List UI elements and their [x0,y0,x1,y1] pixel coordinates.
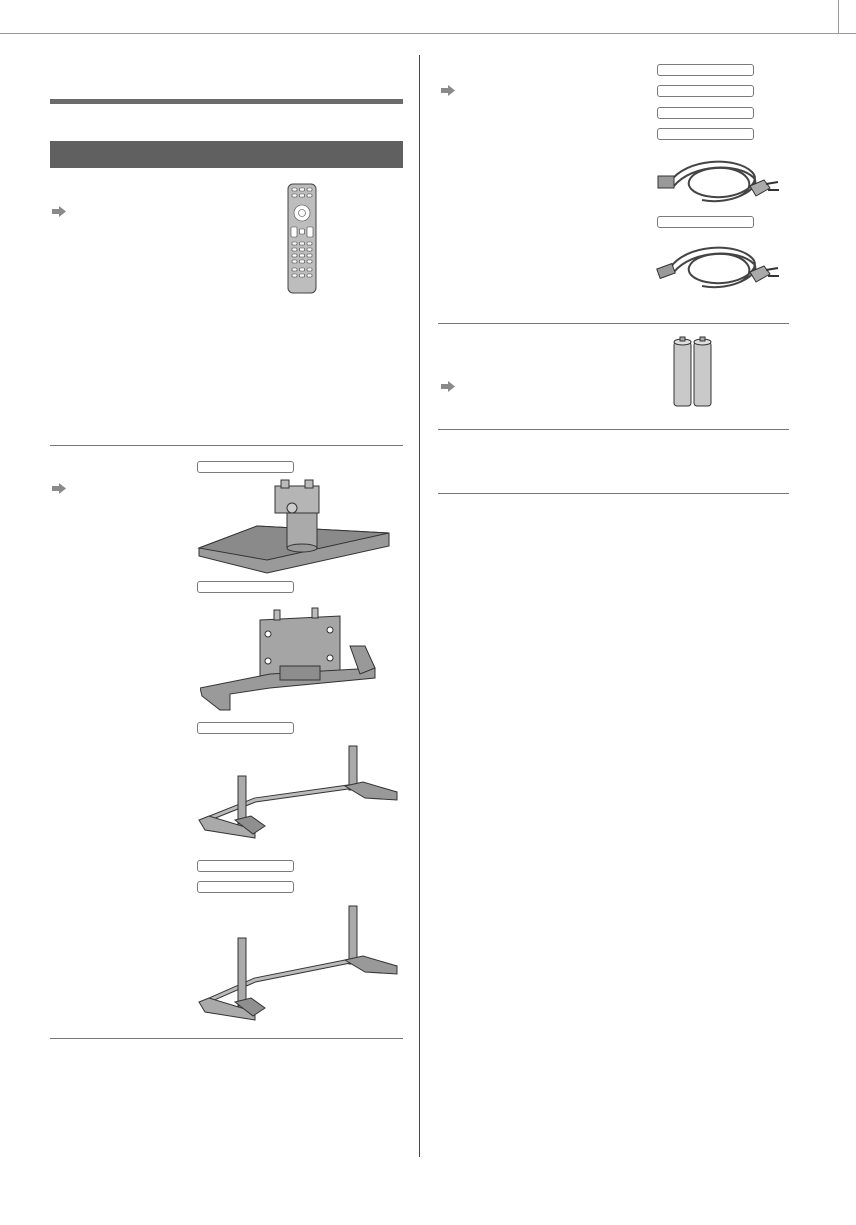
model-label-box [657,216,754,228]
divider-line [438,323,789,324]
model-label-box [657,85,754,97]
model-label-box [197,860,294,872]
arrow-right-icon [441,381,456,392]
section-heading-bar [50,141,403,168]
column-divider [419,55,420,1157]
stand-icon [195,904,401,1024]
model-label-box [197,881,294,893]
arrow-right-icon [52,483,67,494]
model-label-box [657,107,754,119]
model-label-box [657,64,754,76]
model-label-box [197,461,294,473]
model-label-box [197,722,294,734]
divider-line [50,445,403,446]
pedestal-icon [197,478,391,576]
top-trim-line [0,33,856,34]
batteries-icon [671,336,715,408]
divider-line [50,1038,403,1039]
model-label-box [197,581,294,593]
pedestal-icon [200,606,380,714]
stand-icon [195,742,401,842]
mains-lead-icon [656,152,780,208]
remote-control-icon [287,183,317,294]
arrow-right-icon [441,85,456,96]
mains-lead-icon [656,238,780,294]
divider-line [438,429,789,430]
arrow-right-icon [52,206,67,217]
model-label-box [657,128,754,140]
divider-line [438,493,789,494]
crop-mark [838,0,839,34]
page-heading-rule [50,99,403,104]
